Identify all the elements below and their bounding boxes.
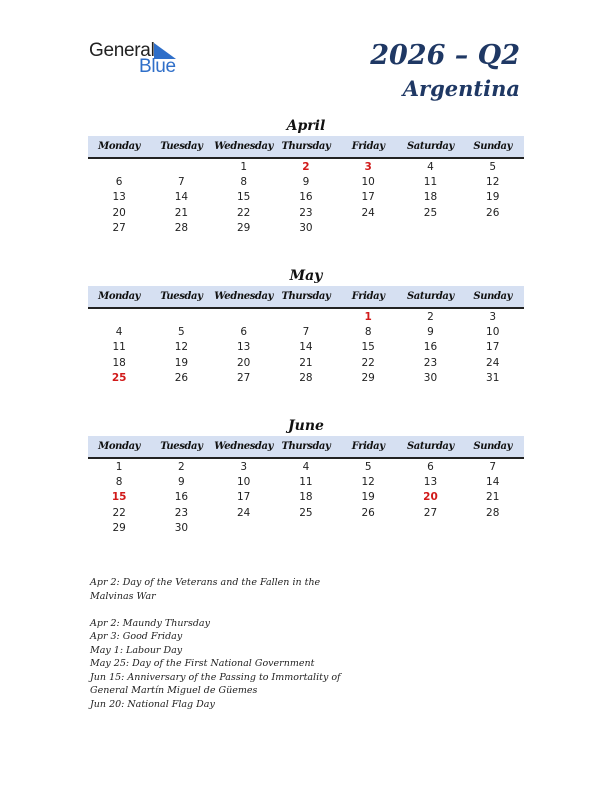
day-cell: 21: [174, 206, 189, 219]
day-cell: 6: [427, 460, 434, 473]
month-april: [88, 116, 524, 236]
day-cell: 16: [423, 341, 438, 354]
day-cell: 30: [299, 222, 313, 235]
weekday-label: Saturday: [406, 291, 454, 302]
day-cell: 10: [236, 476, 251, 489]
weekday-label: Thursday: [281, 291, 331, 302]
week-row: [88, 490, 524, 505]
day-cell: 12: [486, 176, 500, 189]
note-line: May 25: Day of the First National Government: [90, 658, 315, 669]
note-line: General Martín Miguel de Güemes: [90, 685, 258, 696]
week-row: [88, 190, 524, 205]
day-cell: 31: [486, 372, 500, 385]
day-cell: 3: [240, 460, 247, 473]
weekday-header: [88, 136, 524, 159]
month-june: [88, 416, 524, 536]
weekday-label: Wednesday: [214, 141, 274, 152]
day-cell: 17: [236, 491, 251, 504]
day-cell: 9: [427, 326, 434, 339]
weekday-label: Thursday: [281, 141, 331, 152]
day-cell: 15: [361, 341, 375, 354]
day-cell: 30: [423, 372, 438, 385]
day-cell: 11: [112, 341, 126, 354]
weekday-label: Friday: [351, 141, 385, 152]
quarter-title: 2026 – Q2: [370, 40, 520, 71]
day-cell: 16: [299, 191, 313, 204]
day-cell: 8: [240, 176, 247, 189]
weekday-label: Tuesday: [160, 441, 203, 452]
day-cell: 27: [236, 372, 251, 385]
note-line: Malvinas War: [90, 590, 156, 602]
day-cell: 22: [112, 506, 126, 519]
week-row: [88, 221, 524, 236]
week-row: [88, 521, 524, 536]
day-cell: 13: [236, 341, 251, 354]
day-cell: 18: [423, 191, 438, 204]
note-line: Apr 3: Good Friday: [90, 631, 183, 642]
holiday-notes: [90, 576, 350, 711]
day-cell: 8: [364, 326, 372, 339]
note-line: May 1: Labour Day: [90, 644, 183, 656]
weekday-label: Tuesday: [160, 141, 203, 152]
weekday-header: [88, 286, 524, 309]
month-title: June: [288, 418, 324, 434]
day-cell: 22: [236, 206, 251, 219]
day-cell: 14: [486, 476, 500, 489]
day-cell: 18: [299, 491, 313, 504]
day-cell: 13: [112, 191, 126, 204]
month-may: [88, 266, 524, 386]
day-cell: 8: [115, 476, 123, 489]
holiday-day-cell: 15: [111, 491, 127, 504]
week-row: [88, 174, 524, 189]
day-cell: 9: [302, 176, 310, 189]
day-cell: 24: [361, 206, 375, 219]
week-row: [88, 474, 524, 489]
day-cell: 29: [112, 522, 126, 535]
day-cell: 29: [236, 222, 251, 235]
week-row: [88, 309, 524, 324]
day-cell: 19: [486, 191, 500, 204]
day-cell: 21: [299, 356, 313, 369]
day-cell: 25: [299, 506, 313, 519]
week-row: [88, 371, 524, 386]
week-row: [88, 159, 524, 174]
holiday-day-cell: 20: [423, 491, 438, 504]
holiday-day-cell: 1: [364, 310, 372, 323]
day-cell: 26: [361, 506, 375, 519]
day-cell: 12: [361, 476, 375, 489]
country-title: Argentina: [402, 76, 520, 101]
weekday-label: Saturday: [406, 441, 454, 452]
day-cell: 11: [423, 176, 438, 189]
day-cell: 21: [486, 491, 500, 504]
holiday-day-cell: 3: [364, 160, 372, 173]
weekday-header: [88, 436, 524, 459]
weekday-label: Monday: [98, 291, 141, 302]
day-cell: 4: [115, 326, 123, 339]
day-cell: 7: [302, 326, 310, 339]
note-line: Apr 2: Maundy Thursday: [90, 617, 210, 629]
day-cell: 25: [423, 206, 438, 219]
weekday-label: Sunday: [473, 141, 513, 152]
note-line: Jun 15: Anniversary of the Passing to Immortality of: [90, 671, 341, 683]
weekday-label: Monday: [98, 141, 141, 152]
week-row: [88, 355, 524, 370]
day-cell: 23: [423, 356, 438, 369]
weekday-label: Sunday: [473, 441, 513, 452]
day-cell: 23: [174, 506, 189, 519]
day-cell: 9: [178, 476, 185, 489]
day-cell: 24: [236, 506, 251, 519]
week-row: [88, 205, 524, 220]
day-cell: 27: [112, 222, 126, 235]
weekday-label: Saturday: [406, 141, 454, 152]
day-cell: 2: [178, 460, 185, 473]
day-cell: 14: [299, 341, 313, 354]
month-title: May: [289, 268, 323, 284]
weekday-label: Friday: [351, 291, 385, 302]
week-row: [88, 324, 524, 339]
day-cell: 17: [486, 341, 500, 354]
logo-word-blue: Blue: [139, 56, 176, 77]
note-line: Jun 20: National Flag Day: [90, 698, 215, 710]
day-cell: 10: [486, 326, 500, 339]
day-cell: 17: [361, 191, 375, 204]
week-row: [88, 459, 524, 474]
day-cell: 30: [174, 522, 189, 535]
day-cell: 11: [299, 476, 313, 489]
weekday-label: Wednesday: [214, 441, 274, 452]
month-title: April: [286, 118, 326, 134]
day-cell: 1: [115, 460, 123, 473]
day-cell: 7: [489, 460, 497, 473]
weekday-label: Friday: [351, 441, 385, 452]
day-cell: 15: [236, 191, 251, 204]
weekday-label: Thursday: [281, 441, 331, 452]
holiday-day-cell: 2: [302, 160, 310, 173]
day-cell: 28: [299, 372, 313, 385]
day-cell: 5: [178, 326, 185, 339]
day-cell: 22: [361, 356, 375, 369]
day-cell: 29: [361, 372, 375, 385]
day-cell: 18: [112, 356, 126, 369]
day-cell: 27: [423, 506, 438, 519]
day-cell: 26: [486, 206, 500, 219]
week-row: [88, 340, 524, 355]
day-cell: 28: [486, 506, 500, 519]
day-cell: 20: [112, 206, 126, 219]
day-cell: 14: [174, 191, 189, 204]
day-cell: 4: [427, 160, 434, 173]
day-cell: 19: [174, 356, 189, 369]
day-cell: 19: [361, 491, 375, 504]
day-cell: 7: [178, 176, 185, 189]
day-cell: 10: [361, 176, 375, 189]
holiday-day-cell: 25: [111, 372, 127, 385]
day-cell: 5: [364, 460, 372, 473]
day-cell: 13: [423, 476, 438, 489]
day-cell: 1: [240, 160, 247, 173]
day-cell: 6: [240, 326, 247, 339]
weekday-label: Wednesday: [214, 291, 274, 302]
day-cell: 3: [489, 310, 497, 323]
day-cell: 16: [174, 491, 189, 504]
day-cell: 28: [174, 222, 189, 235]
day-cell: 2: [427, 310, 434, 323]
week-row: [88, 505, 524, 520]
day-cell: 4: [302, 460, 310, 473]
day-cell: 26: [174, 372, 189, 385]
weekday-label: Sunday: [473, 291, 513, 302]
day-cell: 24: [486, 356, 500, 369]
day-cell: 6: [115, 176, 123, 189]
weekday-label: Monday: [98, 441, 141, 452]
day-cell: 12: [174, 341, 189, 354]
day-cell: 5: [489, 160, 497, 173]
generalblue-logo: [89, 40, 189, 76]
day-cell: 23: [299, 206, 313, 219]
note-line: Apr 2: Day of the Veterans and the Fallen in the: [90, 577, 321, 588]
weekday-label: Tuesday: [160, 291, 203, 302]
day-cell: 20: [236, 356, 251, 369]
logo-word-general: General: [89, 40, 155, 61]
